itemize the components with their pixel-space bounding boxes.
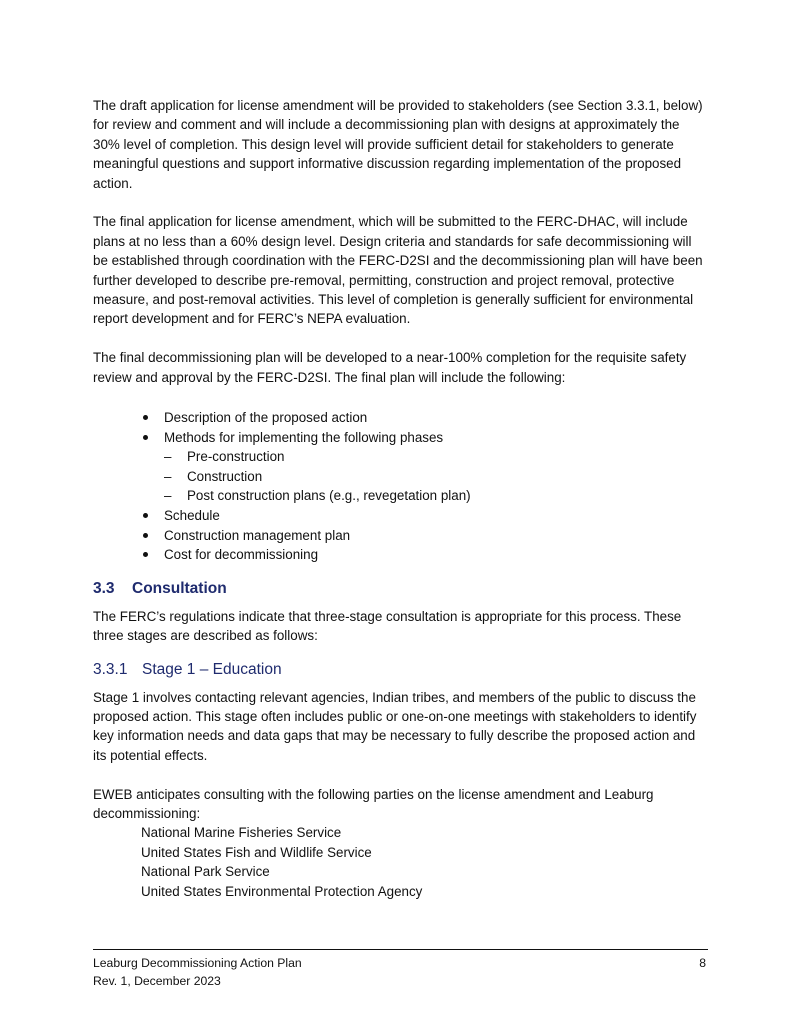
final-plan-contents-list: [93, 408, 708, 565]
party-item: National Marine Fisheries Service: [141, 825, 342, 841]
section-title: Consultation: [132, 579, 227, 597]
paragraph-final-application: The final application for license amendment, which will be submitted to the FERC-DHAC, will include plans at no less than a 60% design level. Design criteria and standards for safe decommissioning will be established through coordination with the FERC-D2SI and the decommissioning plan will have been further developed to describe pre-removal, permitting, construction and project removal, protective measure, and post-removal activities. This level of completion is generally sufficient for environmental report development and for FERC’s NEPA evaluation.: [93, 214, 703, 327]
phases-sublist-container: [93, 447, 708, 506]
document-body: [93, 96, 708, 901]
paragraph-final-plan: The final decommissioning plan will be developed to a near-100% completion for the requisite safety review and approval by the FERC-D2SI. The final plan will include the following:: [93, 350, 687, 385]
list-item-label: Methods for implementing the following phases: [164, 429, 444, 445]
list-item: Construction management plan: [93, 526, 708, 546]
list-item: Cost for decommissioning: [93, 545, 708, 565]
sublist-item: – Post construction plans (e.g., revegetation plan): [93, 486, 708, 506]
footer-page-number: 8: [699, 956, 706, 970]
section-heading-consultation: [93, 579, 708, 599]
paragraph-parties-intro: EWEB anticipates consulting with the following parties on the license amendment and Leaburg decommissioning:: [93, 786, 654, 822]
sublist-item: – Construction: [93, 467, 708, 487]
consulting-parties-list: [93, 823, 708, 901]
phases-sublist: [93, 447, 708, 506]
list-item: Description of the proposed action: [93, 408, 708, 428]
sublist-item: – Pre-construction: [93, 447, 708, 467]
subsection-number: 3.3.1: [93, 660, 128, 678]
subsection-title: Stage 1 – Education: [142, 660, 282, 678]
paragraph-stage-1: Stage 1 involves contacting relevant agencies, Indian tribes, and members of the public to discuss the proposed action. This stage often includes public or one-on-one meetings with stakeholders to identify key information needs and data gaps that may be necessary to fully describe the proposed action and its potential effects.: [93, 689, 697, 763]
party-item: United States Environmental Protection Agency: [141, 883, 423, 899]
party-item: United States Fish and Wildlife Service: [141, 844, 372, 860]
paragraph-consultation: The FERC’s regulations indicate that three-stage consultation is appropriate for this process. These three stages are described as follows:: [93, 608, 682, 644]
list-item: Schedule: [93, 506, 708, 526]
subsection-heading-stage-1: [93, 660, 708, 680]
footer-document-title: Leaburg Decommissioning Action Plan: [93, 956, 302, 970]
section-number: 3.3: [93, 579, 115, 597]
page-footer: [93, 949, 708, 990]
footer-revision: Rev. 1, December 2023: [93, 973, 221, 988]
party-item: National Park Service: [141, 864, 270, 880]
paragraph-draft-application: The draft application for license amendment will be provided to stakeholders (see Section 3.3.1, below) for review and comment and will include a decommissioning plan with designs at approximately the 30% level of completion. This design level will provide sufficient detail for stakeholders to generate meaningful questions and support informative discussion regarding implementation of the proposed action.: [93, 98, 703, 191]
list-item: [93, 428, 708, 448]
